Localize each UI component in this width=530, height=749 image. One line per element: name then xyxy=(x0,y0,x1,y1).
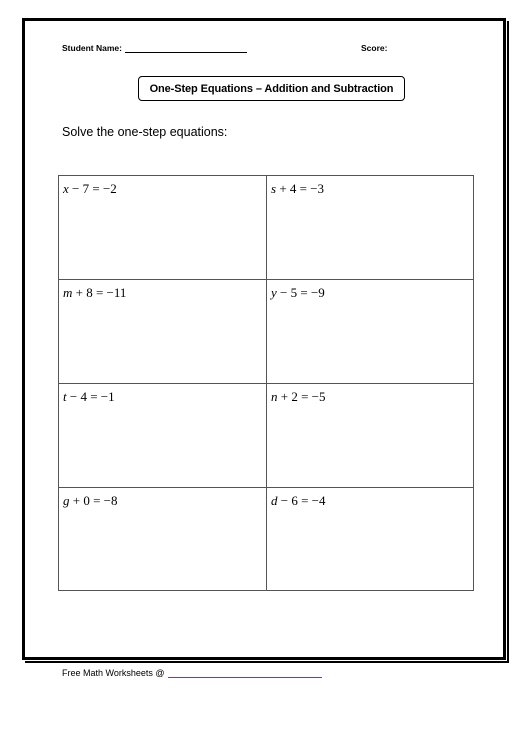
student-name-label: Student Name: xyxy=(62,43,122,53)
equation xyxy=(63,181,117,197)
equation xyxy=(63,389,115,405)
equation-rest: − 4 = −1 xyxy=(66,389,115,404)
footer xyxy=(62,668,322,678)
equation xyxy=(63,493,118,509)
equation xyxy=(271,493,326,509)
equation-variable: s xyxy=(271,181,277,196)
equation-rest: + 0 = −8 xyxy=(69,493,118,508)
problem-cell[interactable] xyxy=(267,488,473,590)
equation-variable: x xyxy=(63,181,69,196)
problem-cell[interactable] xyxy=(59,384,267,488)
equation-rest: − 5 = −9 xyxy=(276,285,325,300)
equation xyxy=(271,285,325,301)
problem-cell[interactable] xyxy=(267,280,473,384)
equation-rest: + 2 = −5 xyxy=(277,389,326,404)
equation xyxy=(271,389,326,405)
problem-cell[interactable] xyxy=(59,280,267,384)
student-name-blank[interactable] xyxy=(125,43,247,53)
equation-rest: − 6 = −4 xyxy=(277,493,326,508)
problem-cell[interactable] xyxy=(267,384,473,488)
problem-cell[interactable] xyxy=(59,176,267,280)
problem-grid xyxy=(58,175,474,591)
equation-rest: − 7 = −2 xyxy=(68,181,117,196)
equation-variable: m xyxy=(63,285,73,300)
equation xyxy=(271,181,324,197)
equation-variable: n xyxy=(271,389,278,404)
equation-variable: y xyxy=(271,285,277,300)
equation-variable: g xyxy=(63,493,70,508)
equation-rest: + 4 = −3 xyxy=(276,181,325,196)
equation xyxy=(63,285,126,301)
equation-variable: t xyxy=(63,389,67,404)
footer-link-blank[interactable] xyxy=(168,668,322,678)
equation-rest: + 8 = −11 xyxy=(72,285,127,300)
problem-cell[interactable] xyxy=(59,488,267,590)
worksheet-title: One-Step Equations – Addition and Subtraction xyxy=(138,76,405,101)
instructions: Solve the one-step equations: xyxy=(62,125,228,139)
score-label: Score: xyxy=(361,43,388,53)
student-name-row xyxy=(62,43,247,53)
footer-text: Free Math Worksheets @ xyxy=(62,668,165,678)
equation-variable: d xyxy=(271,493,278,508)
problem-cell[interactable] xyxy=(267,176,473,280)
